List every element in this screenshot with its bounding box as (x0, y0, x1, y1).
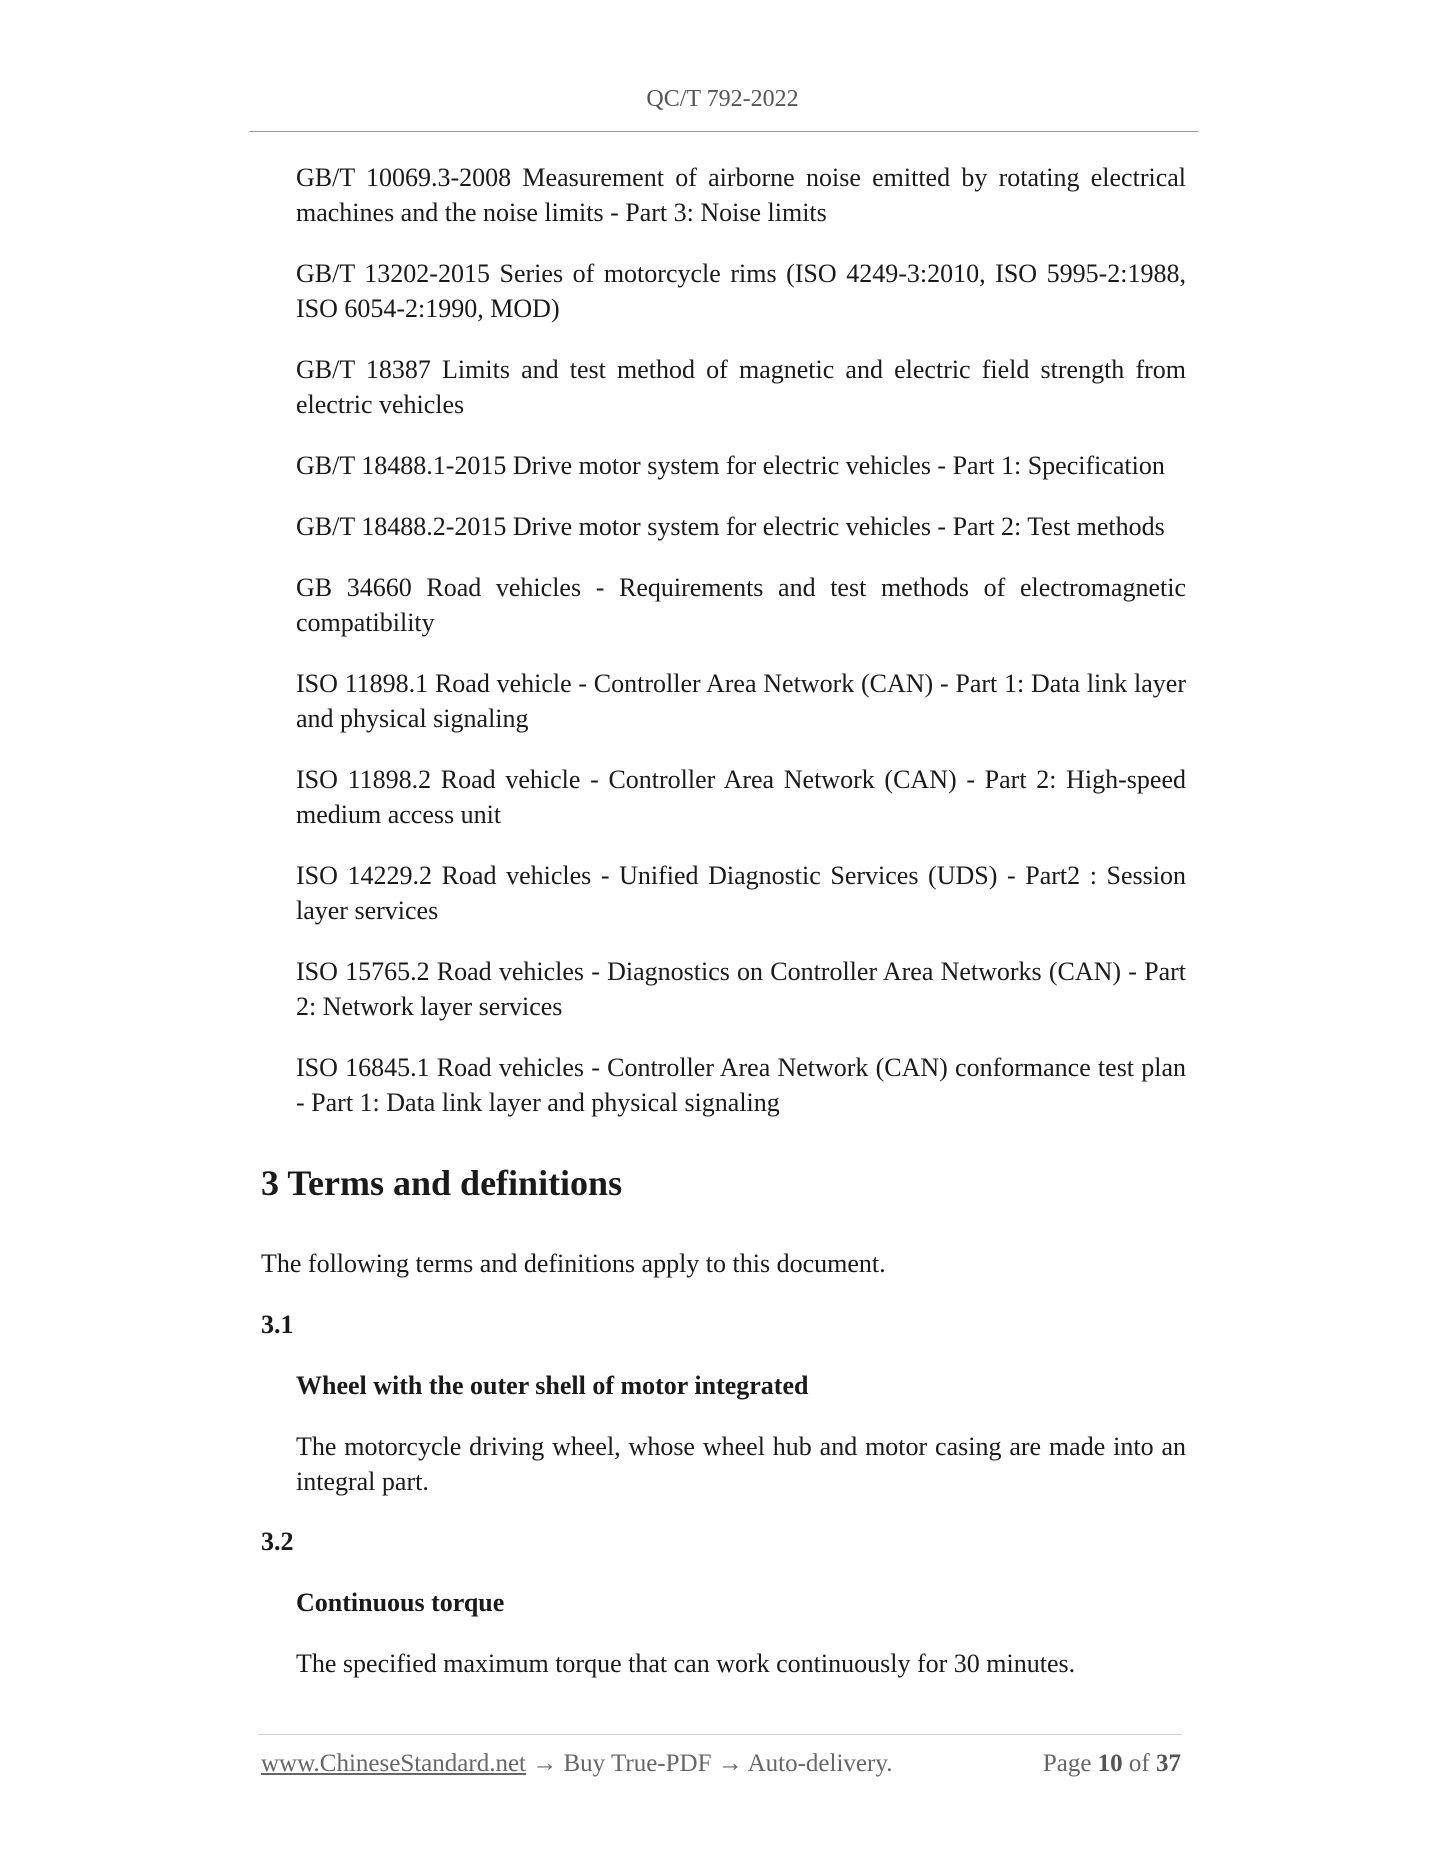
site-link[interactable]: www.ChineseStandard.net (261, 1750, 526, 1777)
buy-text: Buy True-PDF (563, 1750, 712, 1777)
reference-item: GB/T 10069.3-2008 Measurement of airborne noise emitted by rotating electrical machines and the noise limits - Part 3: Noise limits (296, 163, 1186, 227)
reference-item: GB/T 18488.1-2015 Drive motor system for electric vehicles - Part 1: Specification (296, 451, 1165, 480)
reference-item: ISO 15765.2 Road vehicles - Diagnostics on Controller Area Networks (CAN) - Part 2: Network layer services (296, 957, 1186, 1021)
reference-item: GB/T 18387 Limits and test method of magnetic and electric field strength from electric vehicles (296, 355, 1186, 419)
reference-item: GB/T 18488.2-2015 Drive motor system for electric vehicles - Part 2: Test methods (296, 512, 1165, 541)
footer-promo (261, 1750, 892, 1778)
reference-item: ISO 11898.2 Road vehicle - Controller Area Network (CAN) - Part 2: High-speed medium access unit (296, 765, 1186, 829)
section-title: 3 Terms and definitions (261, 1163, 623, 1203)
page-label: Page (1042, 1750, 1092, 1777)
clause-number: 3.1 (261, 1310, 294, 1339)
term-heading: Continuous torque (296, 1588, 505, 1617)
header-divider (249, 131, 1198, 132)
reference-item: GB 34660 Road vehicles - Requirements and test methods of electromagnetic compatibility (296, 573, 1186, 637)
page-total: 37 (1156, 1750, 1181, 1777)
section-intro: The following terms and definitions apply to this document. (261, 1249, 886, 1278)
page-footer (261, 1750, 1181, 1790)
reference-item: GB/T 13202-2015 Series of motorcycle rims (ISO 4249-3:2010, ISO 5995-2:1988, ISO 6054-2:1990, MOD) (296, 259, 1186, 323)
footer-divider (258, 1734, 1182, 1735)
clause-number: 3.2 (261, 1527, 294, 1556)
reference-item: ISO 16845.1 Road vehicles - Controller Area Network (CAN) conformance test plan - Part 1: Data link layer and physical signaling (296, 1053, 1186, 1117)
page-header: QC/T 792-2022 (646, 86, 799, 112)
normative-references-list (296, 160, 1186, 1120)
term-definition: The motorcycle driving wheel, whose wheel hub and motor casing are made into an integral part. (296, 1432, 1186, 1496)
term-definition: The specified maximum torque that can work continuously for 30 minutes. (296, 1649, 1076, 1678)
page-current: 10 (1097, 1750, 1123, 1777)
arrow-right-icon: → (532, 1750, 558, 1777)
page-indicator (1043, 1750, 1181, 1778)
term-heading: Wheel with the outer shell of motor integrated (296, 1371, 809, 1400)
reference-item: ISO 11898.1 Road vehicle - Controller Area Network (CAN) - Part 1: Data link layer and physical signaling (296, 669, 1186, 733)
reference-item: ISO 14229.2 Road vehicles - Unified Diagnostic Services (UDS) - Part2 : Session layer services (296, 861, 1186, 925)
page-of-label: of (1128, 1750, 1150, 1777)
arrow-right-icon: → (717, 1750, 743, 1777)
delivery-text: Auto-delivery. (747, 1750, 893, 1777)
